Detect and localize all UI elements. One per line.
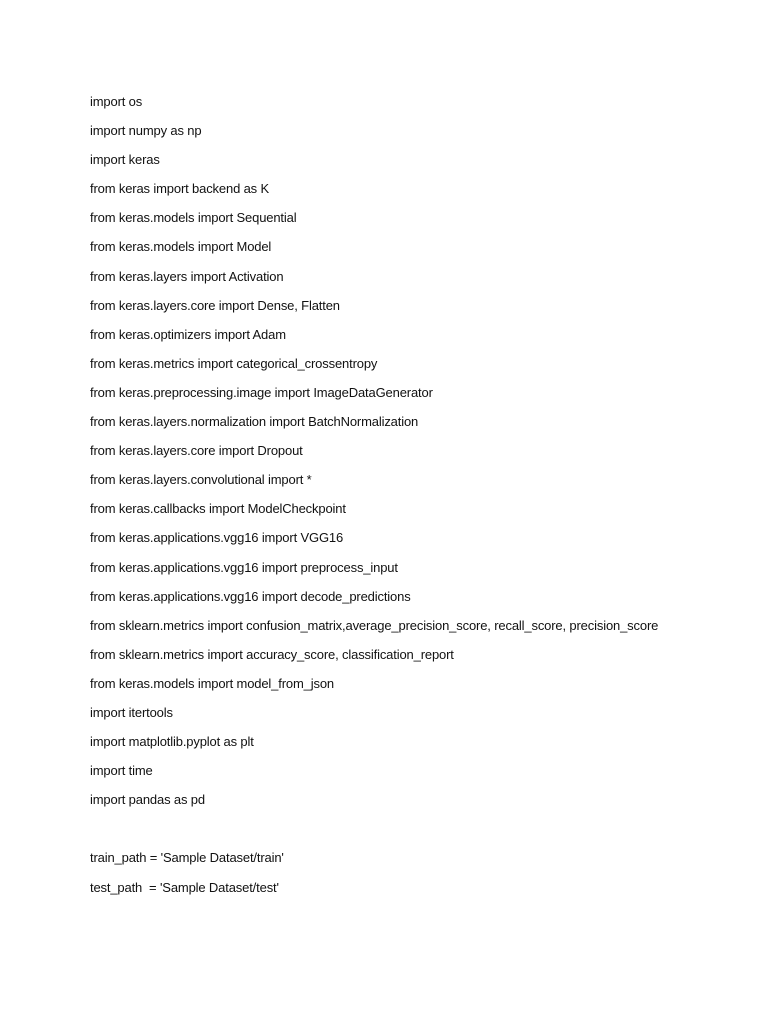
code-line: from keras.layers import Activation xyxy=(90,268,284,284)
code-line: from keras.metrics import categorical_crossentropy xyxy=(90,355,378,371)
code-line: from sklearn.metrics import confusion_matrix,average_precision_score, recall_score, precision_score xyxy=(90,617,659,633)
code-line: import matplotlib.pyplot as plt xyxy=(90,734,254,750)
code-line: from keras.preprocessing.image import ImageDataGenerator xyxy=(90,384,433,400)
code-line: import time xyxy=(90,763,153,779)
code-line: import os xyxy=(90,94,143,109)
code-line: from keras import backend as K xyxy=(90,181,270,197)
code-line: from keras.applications.vgg16 import VGG16 xyxy=(90,530,344,546)
code-line: import pandas as pd xyxy=(90,792,205,808)
code-line: from keras.layers.normalization import BatchNormalization xyxy=(90,414,419,430)
code-line: test_path = 'Sample Dataset/test' xyxy=(90,879,279,895)
code-line: from keras.layers.core import Dropout xyxy=(90,443,303,459)
blank-line xyxy=(90,820,750,849)
code-line: from keras.applications.vgg16 import preprocess_input xyxy=(90,559,398,575)
code-line: from keras.models import Model xyxy=(90,239,272,255)
code-block xyxy=(90,93,750,908)
code-line: from keras.layers.core import Dense, Flatten xyxy=(90,297,340,313)
code-line: from sklearn.metrics import accuracy_score, classification_report xyxy=(90,646,454,662)
code-line: import itertools xyxy=(90,704,173,720)
code-line: from keras.applications.vgg16 import decode_predictions xyxy=(90,588,411,604)
code-line: import keras xyxy=(90,152,160,168)
code-line: from keras.layers.convolutional import * xyxy=(90,472,312,488)
code-line: from keras.models import Sequential xyxy=(90,210,297,226)
code-line: from keras.models import model_from_json xyxy=(90,675,334,691)
code-line: train_path = 'Sample Dataset/train' xyxy=(90,850,284,866)
code-line: from keras.callbacks import ModelCheckpoint xyxy=(90,501,346,517)
code-line: from keras.optimizers import Adam xyxy=(90,326,286,342)
code-line: import numpy as np xyxy=(90,123,202,139)
